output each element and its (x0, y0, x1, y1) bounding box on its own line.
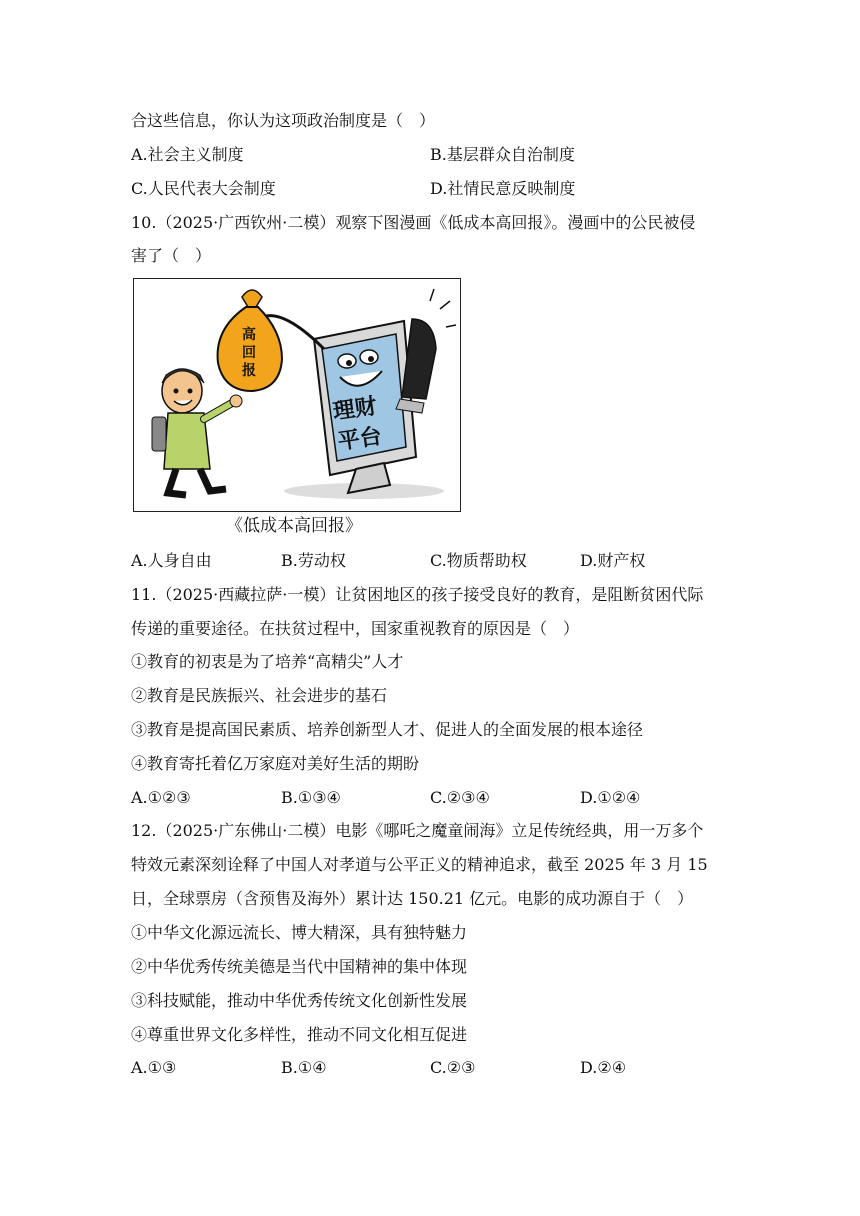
bag-word-3: 报 (242, 363, 256, 379)
q12-item-3: ③科技赋能，推动中华优秀传统文化创新性发展 (131, 991, 468, 1010)
q10-stem-line-1: 10.（2025·广西钦州·二模）观察下图漫画《低成本高回报》。漫画中的公民被侵 (131, 213, 696, 232)
q9-option-a: A.社会主义制度 (131, 145, 244, 164)
q10-option-c: C.物质帮助权 (430, 551, 527, 570)
q10-stem-line-2: 害了（ ） (131, 246, 212, 265)
q12-option-c: C.②③ (430, 1058, 476, 1077)
q9-option-d: D.社情民意反映制度 (430, 179, 576, 198)
q11-option-a: A.①②③ (131, 788, 191, 807)
q12-option-b: B.①④ (281, 1058, 327, 1077)
q12-stem-line-3: 日，全球票房（含预售及海外）累计达 150.21 亿元。电影的成功源自于（ ） (131, 889, 694, 908)
q11-option-c: C.②③④ (430, 788, 490, 807)
q10-option-b: B.劳动权 (281, 551, 346, 570)
q11-item-4: ④教育寄托着亿万家庭对美好生活的期盼 (131, 754, 420, 773)
q9-stem-continuation: 合这些信息，你认为这项政治制度是（ ） (131, 111, 436, 130)
money-bag-drawing (218, 290, 282, 391)
q11-item-1: ①教育的初衷是为了培养“高精尖”人才 (131, 652, 404, 671)
q11-stem-line-1: 11.（2025·西藏拉萨·一模）让贫困地区的孩子接受良好的教育，是阻断贫困代际 (131, 585, 704, 604)
q10-option-d: D.财产权 (580, 551, 646, 570)
q11-option-d: D.①②④ (580, 788, 641, 807)
q12-stem-line-2: 特效元素深刻诠释了中国人对孝道与公平正义的精神追求，截至 2025 年 3 月 15 (131, 855, 708, 874)
q11-option-b: B.①③④ (281, 788, 341, 807)
q12-item-1: ①中华文化源远流长、博大精深，具有独特魅力 (131, 923, 468, 942)
cartoon-illustration (133, 278, 461, 512)
q10-option-a: A.人身自由 (131, 551, 212, 570)
q12-option-a: A.①③ (131, 1058, 177, 1077)
citizen-figure-drawing (152, 369, 242, 495)
bag-word-2: 回 (242, 345, 256, 361)
q11-item-3: ③教育是提高国民素质、培养创新型人才、促进人的全面发展的根本途径 (131, 720, 644, 739)
bag-word-1: 高 (242, 327, 256, 343)
cartoon-drawing (134, 279, 459, 510)
q12-option-d: D.②④ (580, 1058, 627, 1077)
screen-word-2: 平台 (336, 424, 384, 455)
screen-word-1: 理财 (331, 394, 379, 425)
q12-stem-line-1: 12.（2025·广东佛山·二模）电影《哪吒之魔童闹海》立足传统经典，用一万多个 (131, 821, 704, 840)
q12-item-4: ④尊重世界文化多样性，推动不同文化相互促进 (131, 1025, 468, 1044)
cartoon-caption: 《低成本高回报》 (226, 516, 362, 536)
q11-stem-line-2: 传递的重要途径。在扶贫过程中，国家重视教育的原因是（ ） (131, 619, 580, 638)
q9-option-c: C.人民代表大会制度 (131, 179, 276, 198)
q12-item-2: ②中华优秀传统美德是当代中国精神的集中体现 (131, 957, 468, 976)
q11-item-2: ②教育是民族振兴、社会进步的基石 (131, 686, 388, 705)
q9-option-b: B.基层群众自治制度 (430, 145, 575, 164)
